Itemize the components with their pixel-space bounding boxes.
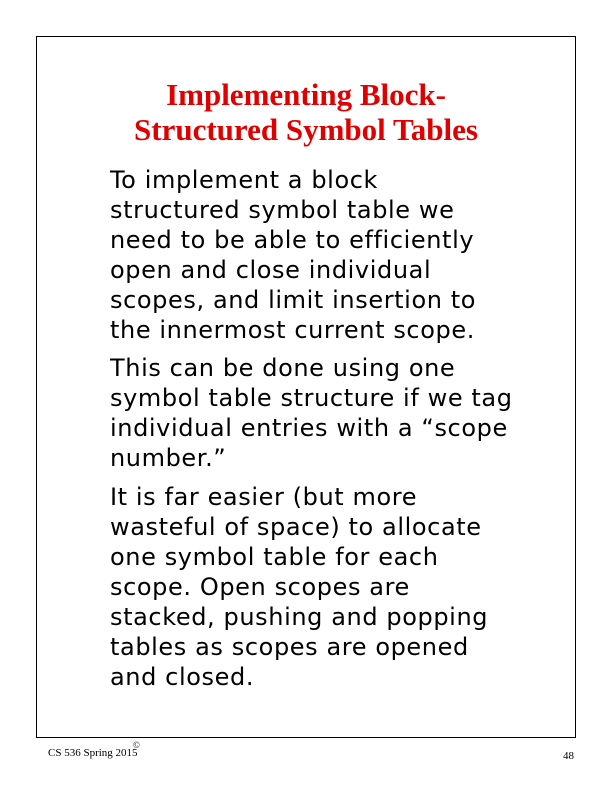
- copyright-symbol: ©: [133, 740, 140, 750]
- body-text-line: scopes, and limit insertion to: [110, 286, 477, 314]
- body-text-line: It is far easier (but more: [110, 483, 418, 511]
- body-text-line: the innermost current scope.: [110, 316, 475, 344]
- body-text-line: To implement a block: [110, 166, 379, 194]
- slide-title-line-1: Implementing Block-: [166, 77, 446, 112]
- page-number: 48: [563, 750, 574, 762]
- footer-course: CS 536 Spring 2015: [48, 747, 138, 759]
- body-text-line: open and close individual: [110, 256, 432, 284]
- body-text-line: and closed.: [110, 663, 255, 691]
- body-text-line: need to be able to efficiently: [110, 226, 475, 254]
- body-text-line: number.”: [110, 444, 227, 472]
- body-text-line: stacked, pushing and popping: [110, 603, 489, 631]
- body-text-line: tables as scopes are opened: [110, 633, 469, 661]
- body-text-line: one symbol table for each: [110, 543, 439, 571]
- body-text-line: scope. Open scopes are: [110, 573, 410, 601]
- body-text-line: structured symbol table we: [110, 196, 455, 224]
- body-text-line: symbol table structure if we tag: [110, 384, 513, 412]
- body-text-line: individual entries with a “scope: [110, 414, 508, 442]
- body-text-line: wasteful of space) to allocate: [110, 513, 482, 541]
- slide-title-line-2: Structured Symbol Tables: [134, 112, 478, 147]
- body-text-line: This can be done using one: [110, 354, 456, 382]
